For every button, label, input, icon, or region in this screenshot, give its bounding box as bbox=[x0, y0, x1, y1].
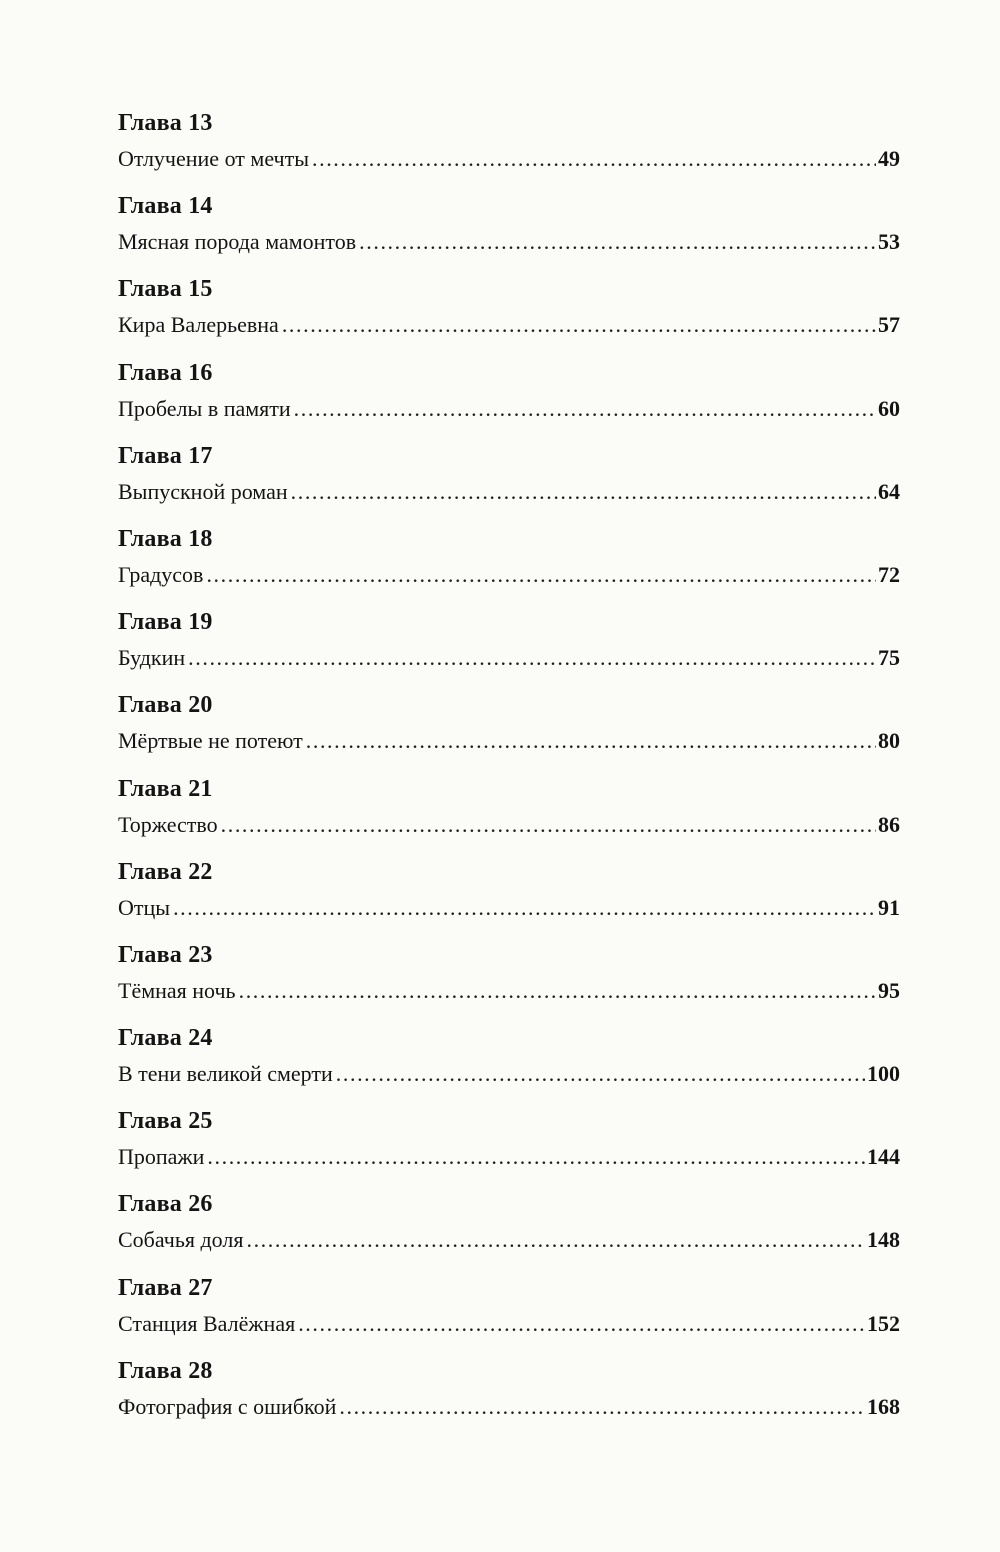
chapter-heading: Глава 21 bbox=[118, 775, 213, 802]
table-of-contents bbox=[118, 106, 900, 1437]
toc-entry bbox=[118, 189, 900, 272]
page-number: 144 bbox=[867, 1144, 900, 1170]
dot-leader bbox=[282, 309, 876, 341]
toc-line bbox=[118, 1308, 900, 1340]
chapter-heading: Глава 17 bbox=[118, 442, 213, 469]
chapter-heading: Глава 22 bbox=[118, 858, 213, 885]
chapter-heading: Глава 15 bbox=[118, 276, 213, 303]
toc-entry bbox=[118, 1021, 900, 1104]
dot-leader bbox=[188, 642, 876, 674]
chapter-title: Градусов bbox=[118, 561, 204, 587]
toc-entry bbox=[118, 605, 900, 688]
page-number: 72 bbox=[878, 561, 900, 587]
page-number: 91 bbox=[878, 894, 900, 920]
toc-entry bbox=[118, 1354, 900, 1437]
chapter-heading: Глава 23 bbox=[118, 941, 213, 968]
toc-line bbox=[118, 725, 900, 757]
chapter-title: Кира Валерьевна bbox=[118, 312, 279, 338]
dot-leader bbox=[298, 1308, 865, 1340]
chapter-heading: Глава 27 bbox=[118, 1274, 213, 1301]
dot-leader bbox=[291, 476, 876, 508]
chapter-heading: Глава 19 bbox=[118, 609, 213, 636]
toc-line bbox=[118, 226, 900, 258]
chapter-title: Торжество bbox=[118, 811, 218, 837]
page-number: 57 bbox=[878, 312, 900, 338]
chapter-heading: Глава 13 bbox=[118, 110, 213, 136]
chapter-title: Пробелы в памяти bbox=[118, 395, 291, 421]
chapter-title: В тени великой смерти bbox=[118, 1061, 333, 1087]
dot-leader bbox=[239, 975, 876, 1007]
chapter-title: Мёртвые не потеют bbox=[118, 728, 303, 754]
chapter-title: Отлучение от мечты bbox=[118, 146, 309, 171]
page-number: 148 bbox=[867, 1227, 900, 1253]
toc-entry bbox=[118, 938, 900, 1021]
toc-entry bbox=[118, 522, 900, 605]
page-number: 49 bbox=[878, 146, 900, 171]
chapter-title: Тёмная ночь bbox=[118, 977, 236, 1003]
toc-entry bbox=[118, 106, 900, 189]
toc-line bbox=[118, 809, 900, 841]
dot-leader bbox=[339, 1391, 865, 1423]
chapter-heading: Глава 14 bbox=[118, 193, 213, 220]
chapter-heading: Глава 18 bbox=[118, 525, 213, 552]
toc-entry bbox=[118, 855, 900, 938]
page-number: 53 bbox=[878, 229, 900, 255]
toc-entry bbox=[118, 1104, 900, 1187]
chapter-heading: Глава 24 bbox=[118, 1025, 213, 1052]
chapter-heading: Глава 16 bbox=[118, 359, 213, 386]
chapter-title: Собачья доля bbox=[118, 1227, 244, 1253]
toc-line bbox=[118, 393, 900, 425]
page-number: 60 bbox=[878, 395, 900, 421]
chapter-title: Отцы bbox=[118, 894, 171, 920]
chapter-title: Фотография с ошибкой bbox=[118, 1393, 337, 1419]
toc-line bbox=[118, 476, 900, 508]
chapter-heading: Глава 28 bbox=[118, 1357, 213, 1384]
toc-line bbox=[118, 1141, 900, 1173]
page-number: 168 bbox=[867, 1393, 900, 1419]
dot-leader bbox=[206, 559, 876, 591]
toc-entry bbox=[118, 1187, 900, 1270]
page-number: 95 bbox=[878, 977, 900, 1003]
toc-line bbox=[118, 143, 900, 175]
toc-entry bbox=[118, 1271, 900, 1354]
toc-line bbox=[118, 309, 900, 341]
dot-leader bbox=[246, 1224, 865, 1256]
toc-entry bbox=[118, 688, 900, 771]
page-number: 86 bbox=[878, 811, 900, 837]
chapter-heading: Глава 26 bbox=[118, 1191, 213, 1218]
dot-leader bbox=[294, 393, 876, 425]
toc-entry bbox=[118, 439, 900, 522]
dot-leader bbox=[173, 892, 876, 924]
chapter-title: Будкин bbox=[118, 645, 186, 671]
chapter-heading: Глава 25 bbox=[118, 1108, 213, 1135]
toc-entry bbox=[118, 356, 900, 439]
dot-leader bbox=[312, 143, 876, 175]
dot-leader bbox=[207, 1141, 865, 1173]
toc-line bbox=[118, 1224, 900, 1256]
dot-leader bbox=[336, 1058, 865, 1090]
page-number: 75 bbox=[878, 645, 900, 671]
toc-entry bbox=[118, 272, 900, 355]
toc-line bbox=[118, 1058, 900, 1090]
chapter-title: Мясная порода мамонтов bbox=[118, 229, 357, 255]
chapter-title: Выпускной роман bbox=[118, 478, 288, 504]
toc-line bbox=[118, 559, 900, 591]
chapter-heading: Глава 20 bbox=[118, 692, 213, 719]
chapter-title: Станция Валёжная bbox=[118, 1310, 296, 1336]
page-number: 80 bbox=[878, 728, 900, 754]
page-number: 64 bbox=[878, 478, 900, 504]
dot-leader bbox=[359, 226, 876, 258]
chapter-title: Пропажи bbox=[118, 1144, 205, 1170]
toc-line bbox=[118, 975, 900, 1007]
dot-leader bbox=[221, 809, 876, 841]
toc-line bbox=[118, 892, 900, 924]
page-number: 152 bbox=[867, 1310, 900, 1336]
dot-leader bbox=[306, 725, 876, 757]
toc-line bbox=[118, 1391, 900, 1423]
toc-entry bbox=[118, 772, 900, 855]
page-number: 100 bbox=[867, 1061, 900, 1087]
toc-line bbox=[118, 642, 900, 674]
